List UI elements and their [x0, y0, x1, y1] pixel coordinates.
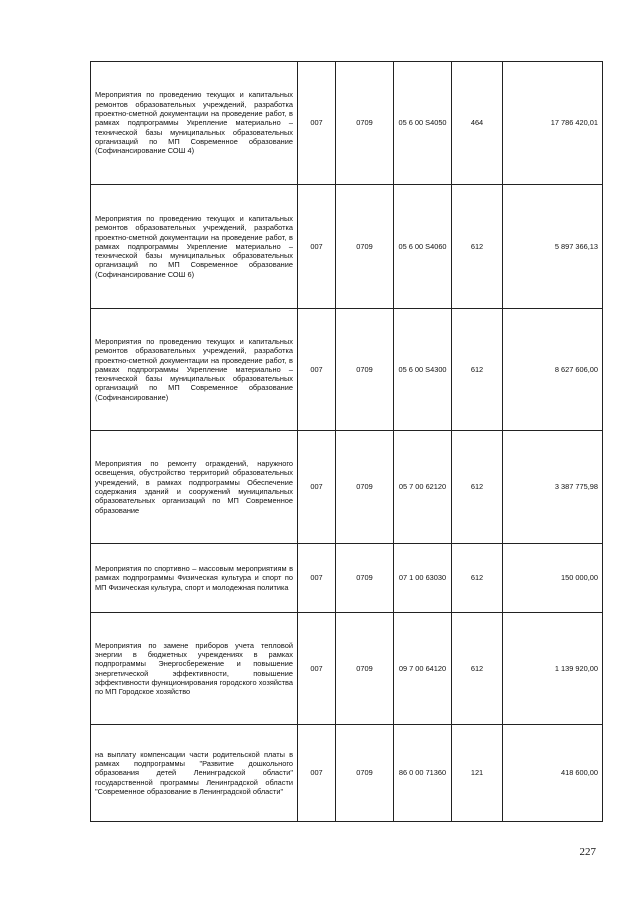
- row-target-code: 07 1 00 63030: [394, 544, 452, 613]
- row-amount: 1 139 920,00: [503, 613, 603, 725]
- row-admin-code: 007: [298, 185, 336, 309]
- row-type-code: 612: [452, 431, 503, 544]
- row-type-code: 612: [452, 185, 503, 309]
- row-section-code: 0709: [336, 544, 394, 613]
- page-number: 227: [579, 846, 596, 858]
- row-target-code: 05 7 00 62120: [394, 431, 452, 544]
- table-row: [91, 725, 603, 822]
- row-section-code: 0709: [336, 185, 394, 309]
- row-target-code: 09 7 00 64120: [394, 613, 452, 725]
- row-amount: 150 000,00: [503, 544, 603, 613]
- row-amount: 3 387 775,98: [503, 431, 603, 544]
- row-section-code: 0709: [336, 309, 394, 431]
- row-description: Мероприятия по замене приборов учета тепловой энергии в бюджетных учреждениях в рамках подпрограммы Энергосбережение и повышение энергетической эффективности, повышение эффективности функционирования городского хозяйства по МП Городское хозяйство: [91, 613, 298, 725]
- row-admin-code: 007: [298, 544, 336, 613]
- table-row: [91, 544, 603, 613]
- row-type-code: 612: [452, 309, 503, 431]
- row-amount: 8 627 606,00: [503, 309, 603, 431]
- table-row: [91, 62, 603, 185]
- table-row: [91, 431, 603, 544]
- row-type-code: 612: [452, 613, 503, 725]
- row-section-code: 0709: [336, 431, 394, 544]
- row-admin-code: 007: [298, 431, 336, 544]
- row-target-code: 86 0 00 71360: [394, 725, 452, 822]
- row-admin-code: 007: [298, 309, 336, 431]
- table-row: [91, 185, 603, 309]
- row-section-code: 0709: [336, 725, 394, 822]
- row-target-code: 05 6 00 S4060: [394, 185, 452, 309]
- row-description: Мероприятия по проведению текущих и капитальных ремонтов образовательных учреждений, разработка проектно-сметной документации на проведение работ, в рамках подпрограммы Укрепление материально – технической базы муниципальных образовательных организаций по МП Современное образование (Софинансирование): [91, 309, 298, 431]
- row-type-code: 464: [452, 62, 503, 185]
- row-target-code: 05 6 00 S4300: [394, 309, 452, 431]
- row-admin-code: 007: [298, 613, 336, 725]
- row-admin-code: 007: [298, 62, 336, 185]
- table-row: [91, 309, 603, 431]
- row-description: Мероприятия по проведению текущих и капитальных ремонтов образовательных учреждений, разработка проектно-сметной документации на проведение работ, в рамках подпрограммы Укрепление материально – технической базы муниципальных образовательных организаций по МП Современное образование (Софинансирование СОШ 4): [91, 62, 298, 185]
- table-row: [91, 613, 603, 725]
- row-section-code: 0709: [336, 62, 394, 185]
- row-description: Мероприятия по проведению текущих и капитальных ремонтов образовательных учреждений, разработка проектно-сметной документации на проведение работ, в рамках подпрограммы Укрепление материально – технической базы муниципальных образовательных организаций по МП Современное образование (Софинансирование СОШ 6): [91, 185, 298, 309]
- row-amount: 17 786 420,01: [503, 62, 603, 185]
- row-admin-code: 007: [298, 725, 336, 822]
- row-amount: 5 897 366,13: [503, 185, 603, 309]
- row-type-code: 121: [452, 725, 503, 822]
- row-section-code: 0709: [336, 613, 394, 725]
- row-amount: 418 600,00: [503, 725, 603, 822]
- row-description: Мероприятия по ремонту ограждений, наружного освещения, обустройство территорий образовательных учреждений, в рамках подпрограммы Обеспечение содержания зданий и сооружений муниципальных образовательных организаций по МП Современное образование: [91, 431, 298, 544]
- row-target-code: 05 6 00 S4050: [394, 62, 452, 185]
- budget-table: [90, 61, 603, 822]
- row-description: на выплату компенсации части родительской платы в рамках подпрограммы "Развитие дошкольного образования детей Ленинградской области" государственной программы Ленинградской области "Современное образование в Ленинградской области": [91, 725, 298, 822]
- row-type-code: 612: [452, 544, 503, 613]
- row-description: Мероприятия по спортивно – массовым мероприятиям в рамках подпрограммы Физическая культура и спорт по МП Физическая культура, спорт и молодежная политика: [91, 544, 298, 613]
